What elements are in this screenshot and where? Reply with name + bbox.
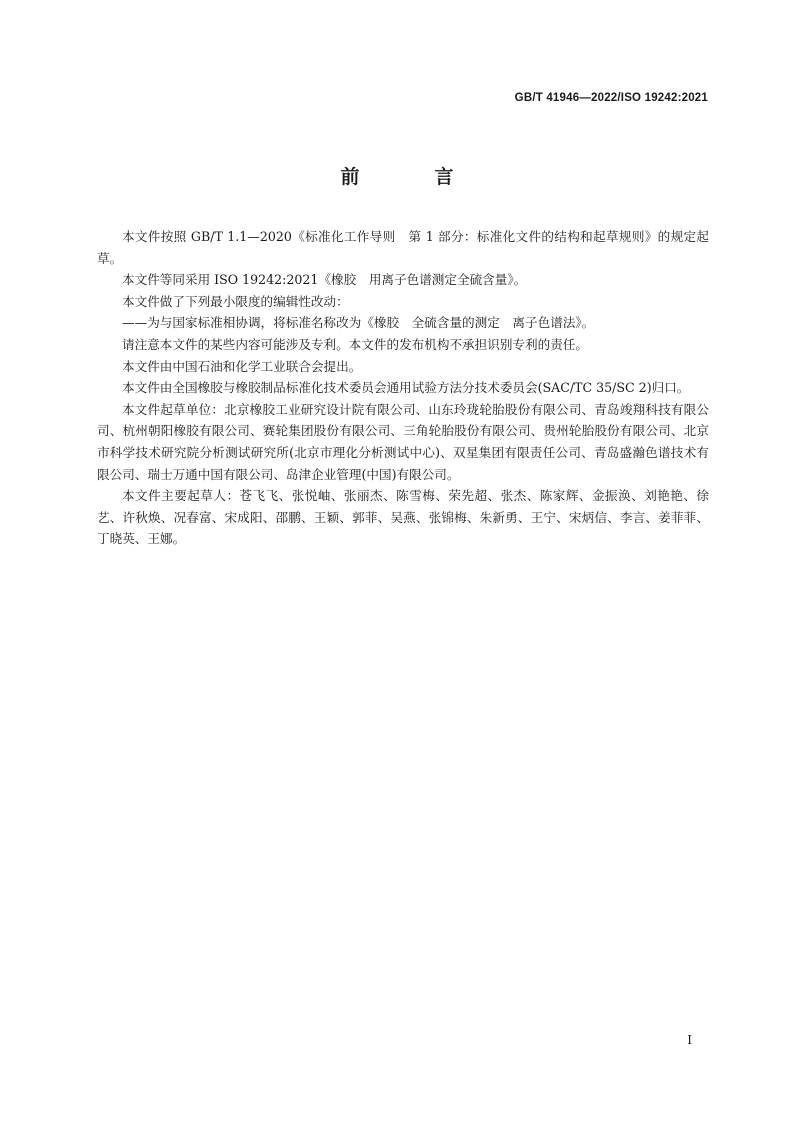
paragraph-drafters: 本文件主要起草人：苍飞飞、张悦岫、张丽杰、陈雪梅、荣先超、张杰、陈家辉、金振涣、刘艳艳、徐艺、许秋焕、况春富、宋成阳、邵鹏、王颖、郭菲、吴燕、张锦梅、朱新勇、王宁、宋炳信、李言、姜菲菲、丁晓英、王娜。	[97, 488, 709, 547]
paragraph-drafting-units: 本文件起草单位：北京橡胶工业研究设计院有限公司、山东玲珑轮胎股份有限公司、青岛竣翔科技有限公司、杭州朝阳橡胶有限公司、赛轮集团股份有限公司、三角轮胎股份有限公司、贵州轮胎股份有限公司、北京市科学技术研究院分析测试研究所(北京市理化分析测试中心)、双星集团有限责任公司、青岛盛瀚色谱技术有限公司、瑞士万通中国有限公司、岛津企业管理(中国)有限公司。	[97, 401, 709, 482]
paragraph-patent-notice: 请注意本文件的某些内容可能涉及专利。本文件的发布机构不承担识别专利的责任。	[122, 336, 588, 352]
page-number: I	[687, 1033, 692, 1047]
paragraph-proposer: 本文件由中国石油和化学工业联合会提出。	[122, 358, 362, 374]
paragraph-drafting-rules: 本文件按照 GB/T 1.1—2020《标准化工作导则 第 1 部分：标准化文件的结构和起草规则》的规定起草。	[97, 229, 709, 266]
preface-body	[97, 226, 709, 550]
standard-code: GB/T 41946—2022/ISO 19242:2021	[514, 92, 708, 104]
paragraph-committee: 本文件由全国橡胶与橡胶制品标准化技术委员会通用试验方法分技术委员会(SAC/TC 35/SC 2)归口。	[122, 380, 690, 396]
paragraph-adoption: 本文件等同采用 ISO 19242:2021《橡胶 用离子色谱测定全硫含量》。	[122, 272, 527, 288]
paragraph-name-change: ——为与国家标准相协调，将标准名称改为《橡胶 全硫含量的测定 离子色谱法》。	[122, 315, 595, 331]
page-title: 前 言	[340, 166, 482, 188]
paragraph-editorial-changes: 本文件做了下列最小限度的编辑性改动：	[122, 293, 349, 309]
